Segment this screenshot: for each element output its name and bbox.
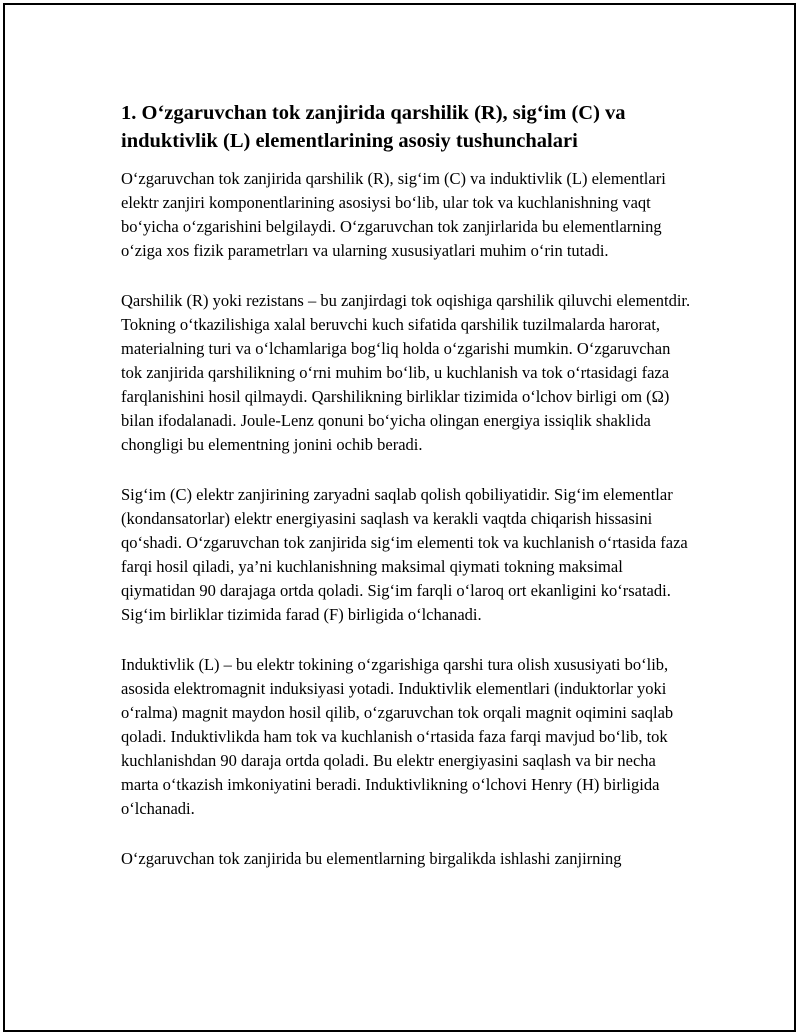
paragraph-resistance: Qarshilik (R) yoki rezistans – bu zanjirdagi tok oqishiga qarshilik qiluvchi elementdir. Tokning o‘tkazilishiga xalal beruvchi kuch sifatida qarshilik tuzilmalarda harorat, materialning turi va o‘lchamlariga bog‘liq holda o‘zgarishi mumkin. O‘zgaruvchan tok zanjirida qarshilikning o‘rni muhim bo‘lib, u kuchlanish va tok o‘rtasidagi faza farqlanishini hosil qilmaydi. Qarshilikning birliklar tizimida o‘lchov birligi om (Ω) bilan ifodalanadi. Joule-Lenz qonuni bo‘yicha olingan energiya issiqlik shaklida chongligi bu elementning jonini ochib beradi. (121, 291, 691, 454)
paragraph-capacitance: Sig‘im (C) elektr zanjirining zaryadni saqlab qolish qobiliyatidir. Sig‘im elementlar (kondansatorlar) elektr energiyasini saqlash va kerakli vaqtda chiqarish hissasini qo‘shadi. O‘zgaruvchan tok zanjirida sig‘im elementi tok va kuchlanish o‘rtasida faza farqi hosil qiladi, ya’ni kuchlanishning maksimal qiymati tokning maksimal qiymatidan 90 darajaga ortda qoladi. Sig‘im farqli o‘laroq ort ekanligini ko‘rsatadi. Sig‘im birliklar tizimida farad (F) birligida o‘lchanadi. (121, 485, 688, 624)
section-heading: 1. O‘zgaruvchan tok zanjirida qarshilik (R), sig‘im (C) va induktivlik (L) elementlarining asosiy tushunchalari (121, 102, 626, 152)
page-frame (3, 3, 796, 1032)
paragraph-intro: O‘zgaruvchan tok zanjirida qarshilik (R), sig‘im (C) va induktivlik (L) elementlari elektr zanjiri komponentlarining asosiysi bo‘lib, ular tok va kuchlanishning vaqt bo‘yicha o‘zgarishini belgilaydi. O‘zgaruvchan tok zanjirlarida bu elementlarning o‘ziga xos fizik parametrları va ularning xususiyatlari muhim o‘rin tutadi. (121, 169, 666, 260)
document-body (121, 99, 695, 897)
paragraph-conclusion: O‘zgaruvchan tok zanjirida bu elementlarning birgalikda ishlashi zanjirning (121, 849, 622, 868)
paragraph-inductance: Induktivlik (L) – bu elektr tokining o‘zgarishiga qarshi tura olish xususiyati bo‘lib, asosida elektromagnit induksiyasi yotadi. Induktivlik elementlari (induktorlar yoki o‘ralma) magnit maydon hosil qilib, o‘zgaruvchan tok orqali magnit oqimini saqlab qoladi. Induktivlikda ham tok va kuchlanish o‘rtasida faza farqi mavjud bo‘lib, tok kuchlanishdan 90 daraja ortda qoladi. Bu elektr energiyasini saqlash va bir necha marta o‘tkazish imkoniyatini beradi. Induktivlikning o‘lchovi Henry (H) birligida o‘lchanadi. (121, 655, 674, 818)
